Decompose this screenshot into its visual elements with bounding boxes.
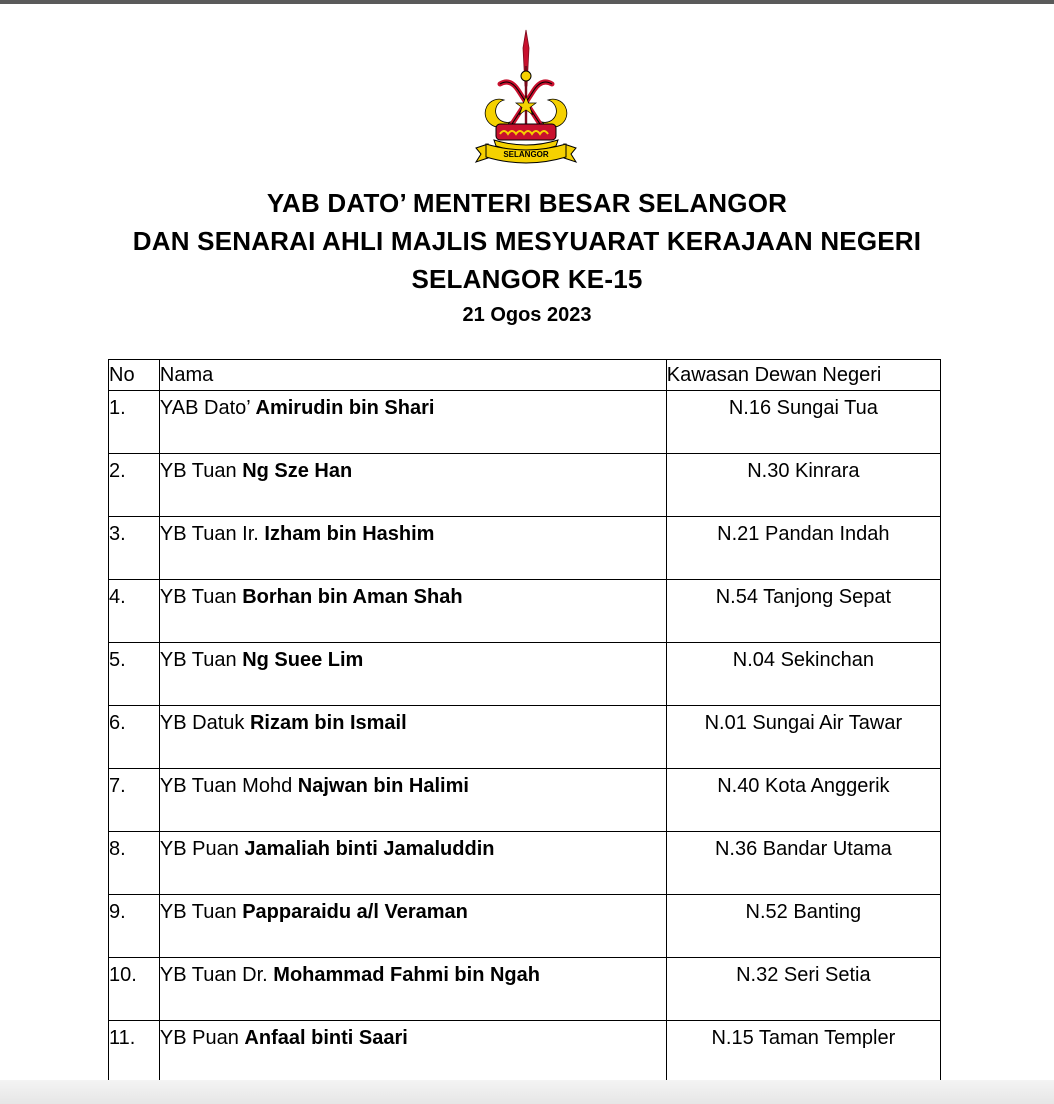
member-title: YB Tuan Ir.	[159, 523, 265, 545]
row-number: 10.	[109, 958, 160, 1021]
constituency-cell: N.15 Taman Templer	[666, 1021, 940, 1084]
table-row	[109, 958, 941, 1021]
member-title: YB Tuan	[159, 586, 243, 608]
constituency-cell: N.36 Bandar Utama	[666, 832, 940, 895]
title-line-3: SELANGOR KE-15	[411, 264, 643, 294]
member-name-cell	[159, 517, 666, 580]
table-row	[109, 580, 941, 643]
member-name-cell	[159, 454, 666, 517]
constituency-cell: N.54 Tanjong Sepat	[666, 580, 940, 643]
table-body	[109, 391, 941, 1084]
constituency-cell: N.04 Sekinchan	[666, 643, 940, 706]
row-number: 8.	[109, 832, 160, 895]
constituency-cell: N.32 Seri Setia	[666, 958, 940, 1021]
member-name: Najwan bin Halimi	[297, 775, 469, 797]
row-number: 2.	[109, 454, 160, 517]
member-name-cell	[159, 1021, 666, 1084]
constituency-cell: N.16 Sungai Tua	[666, 391, 940, 454]
header-name: Nama	[159, 360, 666, 391]
row-number: 3.	[109, 517, 160, 580]
member-name-cell	[159, 643, 666, 706]
member-name: Anfaal binti Saari	[244, 1027, 408, 1049]
table-row	[109, 391, 941, 454]
table-row	[109, 1021, 941, 1084]
member-title: YB Puan	[159, 1027, 245, 1049]
member-title: YAB Dato’	[159, 397, 256, 419]
member-name: Mohammad Fahmi bin Ngah	[273, 964, 540, 986]
constituency-cell: N.21 Pandan Indah	[666, 517, 940, 580]
selangor-crest-icon	[470, 26, 582, 166]
table-row	[109, 769, 941, 832]
header-no: No	[109, 360, 160, 391]
constituency-cell: N.40 Kota Anggerik	[666, 769, 940, 832]
member-name: Ng Suee Lim	[242, 649, 364, 671]
table-row	[109, 706, 941, 769]
row-number: 4.	[109, 580, 160, 643]
member-name: Izham bin Hashim	[264, 523, 435, 545]
member-name: Ng Sze Han	[242, 460, 353, 482]
member-name: Jamaliah binti Jamaluddin	[244, 838, 495, 860]
member-name-cell	[159, 391, 666, 454]
header-area: Kawasan Dewan Negeri	[666, 360, 940, 391]
row-number: 11.	[109, 1021, 160, 1084]
member-title: YB Tuan	[159, 649, 243, 671]
member-name: Papparaidu a/l Veraman	[242, 901, 468, 923]
table-row	[109, 832, 941, 895]
constituency-cell: N.01 Sungai Air Tawar	[666, 706, 940, 769]
member-title: YB Tuan	[159, 460, 243, 482]
table-row	[109, 517, 941, 580]
row-number: 9.	[109, 895, 160, 958]
row-number: 5.	[109, 643, 160, 706]
title-line-1: YAB DATO’ MENTERI BESAR SELANGOR	[266, 188, 788, 218]
crest-banner-text: SELANGOR	[503, 150, 549, 159]
table-row	[109, 643, 941, 706]
row-number: 6.	[109, 706, 160, 769]
member-name: Rizam bin Ismail	[249, 712, 407, 734]
member-name-cell	[159, 958, 666, 1021]
document-heading	[0, 184, 1054, 330]
member-title: YB Tuan Dr.	[159, 964, 274, 986]
table-row	[109, 454, 941, 517]
exco-members-table	[108, 359, 941, 1084]
viewer-bottom-edge	[0, 1080, 1054, 1104]
member-title: YB Datuk	[159, 712, 250, 734]
table-header-row	[109, 360, 941, 391]
member-name-cell	[159, 706, 666, 769]
member-name-cell	[159, 769, 666, 832]
member-title: YB Tuan Mohd	[159, 775, 298, 797]
member-name-cell	[159, 895, 666, 958]
constituency-cell: N.52 Banting	[666, 895, 940, 958]
row-number: 7.	[109, 769, 160, 832]
member-title: YB Tuan	[159, 901, 243, 923]
viewer-top-edge	[0, 0, 1054, 4]
member-title: YB Puan	[159, 838, 245, 860]
member-name: Amirudin bin Shari	[255, 397, 435, 419]
constituency-cell: N.30 Kinrara	[666, 454, 940, 517]
member-name: Borhan bin Aman Shah	[242, 586, 463, 608]
title-line-2: DAN SENARAI AHLI MAJLIS MESYUARAT KERAJAAN NEGERI	[132, 226, 922, 256]
row-number: 1.	[109, 391, 160, 454]
member-name-cell	[159, 580, 666, 643]
document-date: 21 Ogos 2023	[462, 304, 592, 326]
table-row	[109, 895, 941, 958]
member-name-cell	[159, 832, 666, 895]
